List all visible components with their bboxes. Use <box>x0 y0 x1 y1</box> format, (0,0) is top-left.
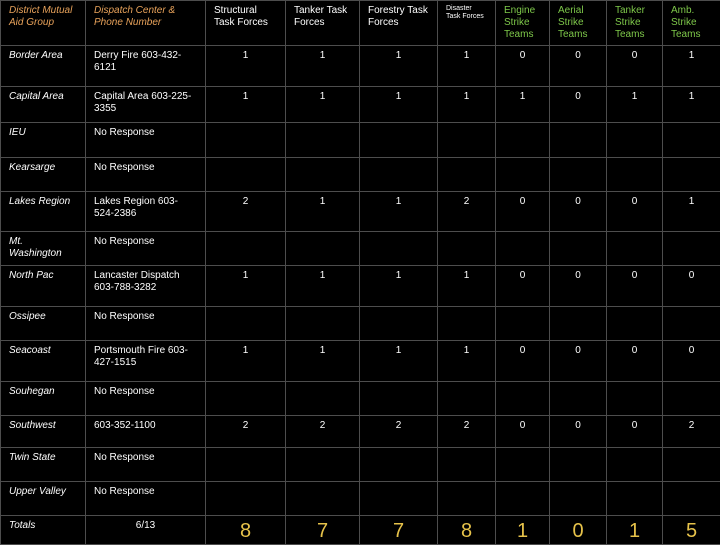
totals-date: 6/13 <box>86 516 206 545</box>
count-cell <box>496 307 550 341</box>
count-cell <box>438 232 496 266</box>
count-cell <box>438 158 496 192</box>
count-cell: 0 <box>550 266 607 307</box>
total-structural: 8 <box>206 516 286 545</box>
dispatch-center: No Response <box>86 158 206 192</box>
dispatch-center: No Response <box>86 382 206 416</box>
count-cell <box>206 448 286 482</box>
count-cell: 0 <box>496 266 550 307</box>
count-cell: 0 <box>496 46 550 87</box>
count-cell: 1 <box>206 266 286 307</box>
count-cell: 1 <box>360 266 438 307</box>
count-cell: 1 <box>360 87 438 123</box>
count-cell <box>360 158 438 192</box>
dispatch-center: No Response <box>86 307 206 341</box>
count-cell <box>360 482 438 516</box>
total-aerial: 0 <box>550 516 607 545</box>
count-cell: 1 <box>438 46 496 87</box>
count-cell: 1 <box>496 87 550 123</box>
table-row <box>1 87 720 123</box>
count-cell <box>438 307 496 341</box>
count-cell <box>607 158 663 192</box>
count-cell: 0 <box>663 341 720 382</box>
table-row <box>1 341 720 382</box>
district-name: Seacoast <box>1 341 86 382</box>
count-cell <box>360 307 438 341</box>
count-cell: 2 <box>206 192 286 232</box>
count-cell <box>663 307 720 341</box>
header-aerial: Aerial Strike Teams <box>550 1 607 46</box>
count-cell: 2 <box>663 416 720 448</box>
total-disaster: 8 <box>438 516 496 545</box>
total-tanker-st: 1 <box>607 516 663 545</box>
table-row <box>1 192 720 232</box>
count-cell: 1 <box>206 46 286 87</box>
count-cell <box>360 123 438 158</box>
count-cell: 1 <box>663 192 720 232</box>
district-name: Border Area <box>1 46 86 87</box>
count-cell: 1 <box>607 87 663 123</box>
table-row <box>1 158 720 192</box>
count-cell <box>550 123 607 158</box>
count-cell <box>607 307 663 341</box>
count-cell <box>438 482 496 516</box>
table-row <box>1 266 720 307</box>
dispatch-center: No Response <box>86 232 206 266</box>
count-cell: 0 <box>607 192 663 232</box>
count-cell <box>663 232 720 266</box>
count-cell: 2 <box>286 416 360 448</box>
count-cell <box>550 232 607 266</box>
district-name: Lakes Region <box>1 192 86 232</box>
count-cell: 2 <box>438 192 496 232</box>
count-cell: 1 <box>286 341 360 382</box>
header-disaster: Disaster Task Forces <box>438 1 496 46</box>
count-cell <box>496 232 550 266</box>
count-cell: 0 <box>550 192 607 232</box>
count-cell: 1 <box>663 46 720 87</box>
count-cell: 2 <box>438 416 496 448</box>
count-cell <box>550 158 607 192</box>
district-name: Capital Area <box>1 87 86 123</box>
district-name: Kearsarge <box>1 158 86 192</box>
count-cell: 1 <box>286 266 360 307</box>
header-tanker-tf: Tanker Task Forces <box>286 1 360 46</box>
count-cell: 0 <box>496 416 550 448</box>
district-name: IEU <box>1 123 86 158</box>
header-dispatch: Dispatch Center & Phone Number <box>86 1 206 46</box>
count-cell <box>607 448 663 482</box>
count-cell: 1 <box>286 87 360 123</box>
count-cell: 1 <box>286 192 360 232</box>
dispatch-center: Lakes Region 603-524-2386 <box>86 192 206 232</box>
count-cell: 0 <box>550 341 607 382</box>
count-cell: 1 <box>360 341 438 382</box>
total-forestry: 7 <box>360 516 438 545</box>
count-cell <box>360 448 438 482</box>
table-row <box>1 382 720 416</box>
count-cell <box>550 482 607 516</box>
table-row <box>1 232 720 266</box>
table-row <box>1 46 720 87</box>
count-cell: 1 <box>206 341 286 382</box>
district-name: Mt. Washington <box>1 232 86 266</box>
count-cell <box>496 158 550 192</box>
district-name: Ossipee <box>1 307 86 341</box>
count-cell <box>663 123 720 158</box>
count-cell <box>663 448 720 482</box>
count-cell: 0 <box>607 416 663 448</box>
count-cell <box>286 158 360 192</box>
dispatch-center: Capital Area 603-225-3355 <box>86 87 206 123</box>
header-engine: Engine Strike Teams <box>496 1 550 46</box>
count-cell <box>206 123 286 158</box>
count-cell: 0 <box>550 416 607 448</box>
count-cell <box>286 307 360 341</box>
header-structural: Structural Task Forces <box>206 1 286 46</box>
count-cell: 0 <box>607 341 663 382</box>
count-cell <box>550 307 607 341</box>
dispatch-center: Portsmouth Fire 603-427-1515 <box>86 341 206 382</box>
header-forestry: Forestry Task Forces <box>360 1 438 46</box>
table-row <box>1 123 720 158</box>
count-cell <box>360 382 438 416</box>
count-cell <box>607 382 663 416</box>
header-tanker-st: Tanker Strike Teams <box>607 1 663 46</box>
count-cell <box>206 307 286 341</box>
count-cell <box>206 482 286 516</box>
count-cell <box>663 482 720 516</box>
dispatch-center: Derry Fire 603-432-6121 <box>86 46 206 87</box>
dispatch-center: No Response <box>86 482 206 516</box>
count-cell: 0 <box>663 266 720 307</box>
count-cell <box>496 382 550 416</box>
count-cell <box>496 123 550 158</box>
count-cell <box>607 123 663 158</box>
table-row <box>1 482 720 516</box>
count-cell <box>496 448 550 482</box>
count-cell: 1 <box>286 46 360 87</box>
totals-row <box>1 516 720 545</box>
count-cell: 1 <box>206 87 286 123</box>
count-cell <box>286 232 360 266</box>
count-cell: 0 <box>496 341 550 382</box>
district-name: North Pac <box>1 266 86 307</box>
count-cell <box>438 448 496 482</box>
count-cell <box>607 482 663 516</box>
district-name: Upper Valley <box>1 482 86 516</box>
dispatch-center: 603-352-1100 <box>86 416 206 448</box>
count-cell: 1 <box>438 87 496 123</box>
count-cell: 0 <box>496 192 550 232</box>
district-name: Twin State <box>1 448 86 482</box>
count-cell <box>286 448 360 482</box>
totals-label: Totals <box>1 516 86 545</box>
count-cell <box>663 158 720 192</box>
dispatch-center: No Response <box>86 448 206 482</box>
count-cell: 1 <box>360 192 438 232</box>
table-row <box>1 307 720 341</box>
total-amb: 5 <box>663 516 720 545</box>
count-cell <box>607 232 663 266</box>
count-cell <box>286 382 360 416</box>
table-row <box>1 416 720 448</box>
count-cell: 0 <box>607 46 663 87</box>
count-cell <box>496 482 550 516</box>
district-name: Southwest <box>1 416 86 448</box>
dispatch-center: Lancaster Dispatch 603-788-3282 <box>86 266 206 307</box>
total-engine: 1 <box>496 516 550 545</box>
count-cell: 2 <box>360 416 438 448</box>
count-cell: 0 <box>550 46 607 87</box>
count-cell: 0 <box>550 87 607 123</box>
count-cell <box>360 232 438 266</box>
count-cell <box>663 382 720 416</box>
count-cell <box>550 382 607 416</box>
count-cell: 0 <box>607 266 663 307</box>
header-row <box>1 1 720 46</box>
count-cell <box>438 382 496 416</box>
count-cell: 1 <box>438 341 496 382</box>
header-amb: Amb. Strike Teams <box>663 1 720 46</box>
count-cell <box>550 448 607 482</box>
count-cell <box>206 382 286 416</box>
count-cell: 2 <box>206 416 286 448</box>
count-cell: 1 <box>663 87 720 123</box>
count-cell: 1 <box>360 46 438 87</box>
total-tanker-tf: 7 <box>286 516 360 545</box>
district-name: Souhegan <box>1 382 86 416</box>
count-cell <box>206 232 286 266</box>
count-cell: 1 <box>438 266 496 307</box>
dispatch-center: No Response <box>86 123 206 158</box>
header-district: District Mutual Aid Group <box>1 1 86 46</box>
table-row <box>1 448 720 482</box>
count-cell <box>286 482 360 516</box>
count-cell <box>438 123 496 158</box>
count-cell <box>206 158 286 192</box>
count-cell <box>286 123 360 158</box>
